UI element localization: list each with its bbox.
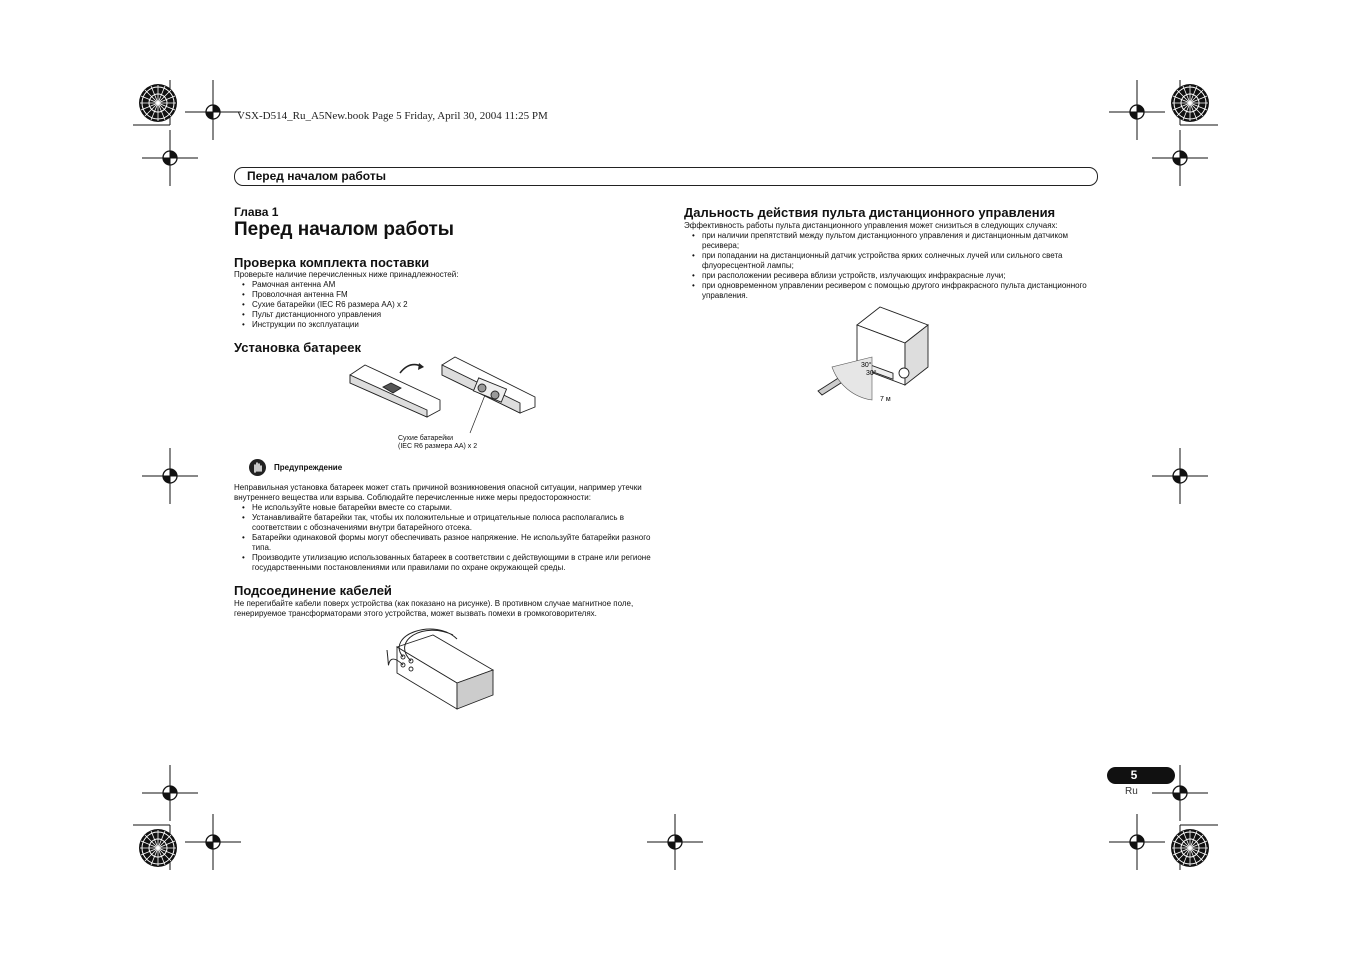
list-item: • Устанавливайте батарейки так, чтобы их положительные и отрицательные полюса располагались в соответствии с обозначениями внутри батарейного отсека. [234, 513, 654, 533]
warning-label: Предупреждение [274, 463, 343, 472]
range-list [684, 231, 1094, 301]
warning-list [234, 503, 654, 573]
battery-caption-line1: Сухие батарейки [398, 435, 454, 442]
list-item: • Производите утилизацию использованных батареек в соответствии с действующими в стране или регионе государственными постановлениями или правилами по охране окружающей среды. [234, 553, 654, 573]
distance-label: 7 м [880, 396, 891, 403]
list-item: • при расположении ресивера вблизи устройств, излучающих инфракрасные лучи; [684, 271, 1094, 281]
list-item: • при одновременном управлении ресивером с помощью другого инфракрасного пульта дистанционного управления. [684, 281, 1094, 301]
list-item: • при попадании на дистанционный датчик устройства ярких солнечных лучей или сильного света флуоресцентной лампы; [684, 251, 1094, 271]
list-item: • Рамочная антенна AM [234, 280, 654, 290]
range-intro: Эффективность работы пульта дистанционного управления может снизиться в следующих случаях: [684, 221, 1058, 230]
battery-illustration [345, 355, 540, 440]
range-heading: Дальность действия пульта дистанционного управления [684, 205, 1056, 220]
list-item: • Батарейки одинаковой формы могут обеспечивать разное напряжение. Не используйте батарейки разного типа. [234, 533, 654, 553]
angle-label: 30° [866, 370, 877, 377]
list-item: • Инструкции по эксплуатации [234, 320, 654, 330]
section-bar [234, 167, 1098, 186]
list-item: • Сухие батарейки (IEC R6 размера AA) x 2 [234, 300, 654, 310]
battery-caption [398, 435, 477, 451]
chapter-label: Глава 1 [234, 205, 279, 219]
check-intro: Проверьте наличие перечисленных ниже принадлежностей: [234, 270, 459, 279]
file-header: VSX-D514_Ru_A5New.book Page 5 Friday, April 30, 2004 11:25 PM [237, 110, 548, 122]
list-item: • Не используйте новые батарейки вместе со старыми. [234, 503, 654, 513]
list-item: • при наличии препятствий между пультом дистанционного управления и дистанционным датчиком ресивера; [684, 231, 1094, 251]
check-heading: Проверка комплекта поставки [234, 255, 430, 270]
batteries-heading: Установка батареек [234, 340, 361, 355]
cables-heading: Подсоединение кабелей [234, 583, 392, 598]
warning-hand-icon [249, 459, 266, 476]
list-item: • Пульт дистанционного управления [234, 310, 654, 320]
check-list [234, 280, 654, 330]
page-number-badge [1107, 767, 1175, 784]
section-bar-label: Перед началом работы [247, 169, 386, 183]
page-title: Перед началом работы [234, 219, 454, 240]
language-label: Ru [1125, 786, 1138, 797]
page-number: 5 [1130, 768, 1138, 782]
cable-illustration [385, 625, 497, 713]
cables-text: Не перегибайте кабели поверх устройства (как показано на рисунке). В противном случае магнитное поле, генерируемое трансформаторами этого устройства, может вызвать помехи в громкоговорителях. [234, 599, 634, 618]
angle-label: 30° [861, 362, 872, 369]
range-illustration [810, 305, 930, 405]
warning-text: Неправильная установка батареек может стать причиной возникновения опасной ситуации, например утечки внутреннего вещества или взрыва. Соблюдайте перечисленные ниже меры предосторожности: [234, 483, 642, 502]
list-item: • Проволочная антенна FM [234, 290, 654, 300]
battery-caption-line2: (IEC R6 размера AA) x 2 [398, 443, 478, 450]
